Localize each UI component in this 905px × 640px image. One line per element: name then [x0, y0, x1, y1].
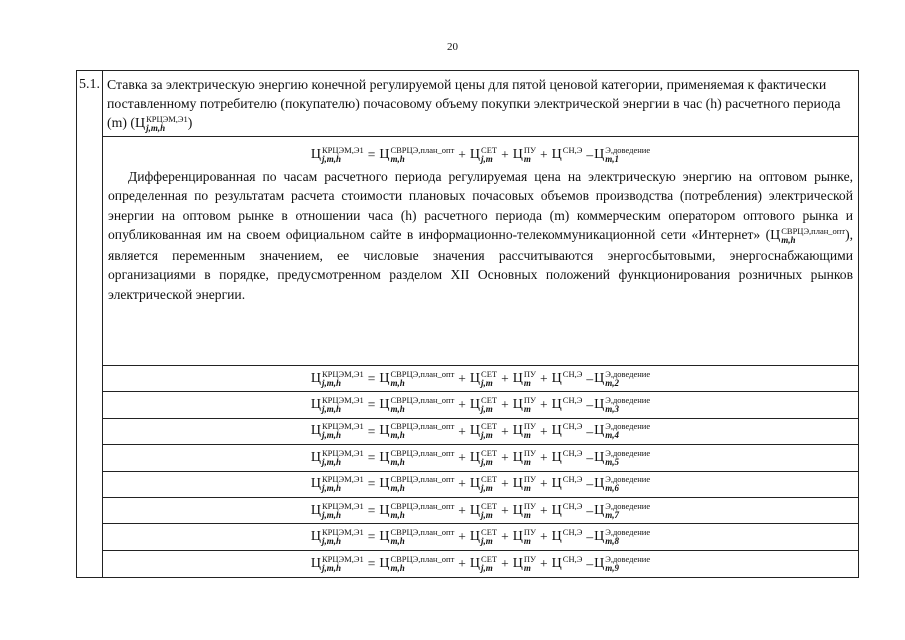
- price-symbol: Ц ПУ m: [512, 526, 537, 546]
- price-symbol: Ц СВРЦЭ,план_опт m,h: [379, 526, 455, 546]
- formula-cell: [103, 472, 858, 498]
- formula-cell: [103, 419, 858, 445]
- price-symbol: Ц Э,доведение m,4: [594, 421, 651, 441]
- formula-cell: [103, 392, 858, 418]
- price-symbol: Ц Э,доведение m,9: [594, 553, 651, 573]
- price-symbol: Ц СВРЦЭ,план_опт m,h: [379, 421, 455, 441]
- price-symbol: Ц ПУ m: [512, 500, 537, 520]
- price-symbol: Ц Э,доведение m,8: [594, 526, 651, 546]
- price-symbol: Ц КРЦЭМ,Э1 j,m,h: [310, 421, 364, 441]
- price-symbol: Ц СВРЦЭ,план_опт m,h: [379, 447, 455, 467]
- price-symbol: Ц КРЦЭМ,Э1 j,m,h: [310, 474, 364, 494]
- formula-row: Ц КРЦЭМ,Э1 j,m,h = Ц СВРЦЭ,план_опт m,h + Ц СЕТ j,m + Ц ПУ m + Ц СН,Э – Ц Э,доведение m,9: [310, 553, 651, 573]
- price-symbol: Ц КРЦЭМ,Э1 j,m,h: [310, 395, 364, 415]
- price-symbol: Ц Э,доведение m,2: [594, 368, 651, 388]
- price-symbol: Ц Э,доведение m,1: [594, 145, 651, 164]
- price-symbol: Ц КРЦЭМ,Э1 j,m,h: [310, 500, 364, 520]
- price-symbol: Ц СН,Э: [551, 447, 583, 465]
- price-symbol: Ц СЕТ j,m: [469, 395, 498, 415]
- price-symbol: Ц СВРЦЭ,план_опт m,h: [379, 474, 455, 494]
- price-symbol: Ц СВРЦЭ,план_опт m,h: [379, 145, 455, 164]
- price-symbol: Ц СЕТ j,m: [469, 447, 498, 467]
- formula-cell: [103, 445, 858, 471]
- formula-row: Ц КРЦЭМ,Э1 j,m,h = Ц СВРЦЭ,план_опт m,h + Ц СЕТ j,m + Ц ПУ m + Ц СН,Э – Ц Э,доведение m,4: [310, 421, 651, 441]
- price-symbol: Ц ПУ m: [512, 368, 537, 388]
- formula-row: Ц КРЦЭМ,Э1 j,m,h = Ц СВРЦЭ,план_опт m,h + Ц СЕТ j,m + Ц ПУ m + Ц СН,Э – Ц Э,доведение m,8: [310, 526, 651, 546]
- price-symbol: Ц СН,Э: [551, 145, 583, 162]
- price-symbol: Ц КРЦЭМ,Э1 j,m,h: [310, 526, 364, 546]
- wholesale-price-symbol: Ц СВРЦЭ,план_опт m,h: [770, 226, 846, 246]
- price-symbol: Ц ПУ m: [512, 553, 537, 573]
- price-symbol: Ц СН,Э: [551, 395, 583, 413]
- title-symbol: Ц КРЦЭМ,Э1 j,m,h: [134, 113, 188, 133]
- formula-cell: [103, 498, 858, 524]
- price-symbol: Ц СЕТ j,m: [469, 500, 498, 520]
- price-symbol: Ц СН,Э: [551, 553, 583, 571]
- price-symbol: Ц СВРЦЭ,план_опт m,h: [379, 368, 455, 388]
- definition-text: Дифференцированная по часам расчетного периода регулируемая цена на электрическую энергию на оптовом рынке, определенная по результатам расчета стоимости плановых почасовых объемов производства (потребления) электрической энергии на оптовом рынке в отношении часа (h) расчетного периода (m) коммерческим оператором оптового рынка и опубликованная им на своем официальном сайте в информационно-телекоммуникационной сети «Интернет» ( Ц СВРЦЭ,план_опт m,h ), является переменным значением, ее числовые значения рассчитываются энергосбытовыми, энергоснабжающими организациями в порядке, предусмотренном разделом XII Основных положений функционирования розничных рынков электрической энергии.: [108, 169, 853, 302]
- price-symbol: Ц ПУ m: [512, 447, 537, 467]
- price-symbol: Ц СН,Э: [551, 421, 583, 439]
- formula-row: Ц КРЦЭМ,Э1 j,m,h = Ц СВРЦЭ,план_опт m,h + Ц СЕТ j,m + Ц ПУ m + Ц СН,Э – Ц Э,доведение m,6: [310, 474, 651, 494]
- price-symbol: Ц СЕТ j,m: [469, 474, 498, 494]
- price-symbol: Ц СЕТ j,m: [469, 526, 498, 546]
- price-symbol: Ц СВРЦЭ,план_опт m,h: [379, 395, 455, 415]
- price-symbol: Ц КРЦЭМ,Э1 j,m,h: [310, 145, 364, 164]
- price-symbol: Ц СВРЦЭ,план_опт m,h: [379, 500, 455, 520]
- price-symbol: Ц СН,Э: [551, 526, 583, 544]
- price-symbol: Ц СВРЦЭ,план_опт m,h: [379, 553, 455, 573]
- price-symbol: Ц ПУ m: [512, 474, 537, 494]
- price-symbol: Ц СЕТ j,m: [469, 368, 498, 388]
- price-symbol: Ц СН,Э: [551, 500, 583, 518]
- price-symbol: Ц ПУ m: [512, 421, 537, 441]
- table-cells: [103, 71, 858, 577]
- price-symbol: Ц КРЦЭМ,Э1 j,m,h: [310, 553, 364, 573]
- formula-cell: [103, 551, 858, 577]
- formula-row: Ц КРЦЭМ,Э1 j,m,h = Ц СВРЦЭ,план_опт m,h + Ц СЕТ j,m + Ц ПУ m + Ц СН,Э – Ц Э,доведение m,5: [310, 447, 651, 467]
- price-symbol: Ц Э,доведение m,5: [594, 447, 651, 467]
- price-symbol: Ц КРЦЭМ,Э1 j,m,h: [310, 447, 364, 467]
- price-symbol: Ц СЕТ j,m: [469, 421, 498, 441]
- formula-row: Ц КРЦЭМ,Э1 j,m,h = Ц СВРЦЭ,план_опт m,h + Ц СЕТ j,m + Ц ПУ m + Ц СН,Э – Ц Э,доведение m,3: [310, 395, 651, 415]
- title-cell: Ставка за электрическую энергию конечной регулируемой цены для пятой ценовой категории, применяемая к фактически поставленному потребителю (покупателю) почасовому объему покупки электрической энергии в час (h) расчетного периода (m) ( Ц КРЦЭМ,Э1 j,m,h ): [103, 71, 858, 137]
- price-symbol: Ц Э,доведение m,3: [594, 395, 651, 415]
- price-symbol: Ц СН,Э: [551, 474, 583, 492]
- formula-row: Ц КРЦЭМ,Э1 j,m,h = Ц СВРЦЭ,план_опт m,h + Ц СЕТ j,m + Ц ПУ m + Ц СН,Э – Ц Э,доведение m,2: [310, 368, 651, 388]
- price-symbol: Ц СЕТ j,m: [469, 553, 498, 573]
- title-text: Ставка за электрическую энергию конечной регулируемой цены для пятой ценовой категории, применяемая к фактически поставленному потребителю (покупателю) почасовому объему покупки электрической энергии в час (h) расчетного периода (m) (: [107, 77, 841, 130]
- page-number: 20: [447, 41, 458, 53]
- definition-cell: [103, 137, 858, 366]
- formula-row: Ц КРЦЭМ,Э1 j,m,h = Ц СВРЦЭ,план_опт m,h + Ц СЕТ j,m + Ц ПУ m + Ц СН,Э – Ц Э,доведение m,7: [310, 500, 651, 520]
- price-symbol: Ц ПУ m: [512, 395, 537, 415]
- formula-cell: [103, 524, 858, 550]
- price-symbol: Ц КРЦЭМ,Э1 j,m,h: [310, 368, 364, 388]
- formula-cell: [103, 366, 858, 392]
- formula-row: Ц КРЦЭМ,Э1 j,m,h = Ц СВРЦЭ,план_опт m,h + Ц СЕТ j,m + Ц ПУ m + Ц СН,Э – Ц Э,доведение m,1: [310, 145, 651, 164]
- price-symbol: Ц Э,доведение m,7: [594, 500, 651, 520]
- price-symbol: Ц СЕТ j,m: [469, 145, 498, 164]
- document-table: [76, 70, 859, 578]
- price-symbol: Ц Э,доведение m,6: [594, 474, 651, 494]
- price-symbol: Ц ПУ m: [512, 145, 537, 164]
- row-number: 5.1.: [77, 71, 103, 577]
- price-symbol: Ц СН,Э: [551, 368, 583, 386]
